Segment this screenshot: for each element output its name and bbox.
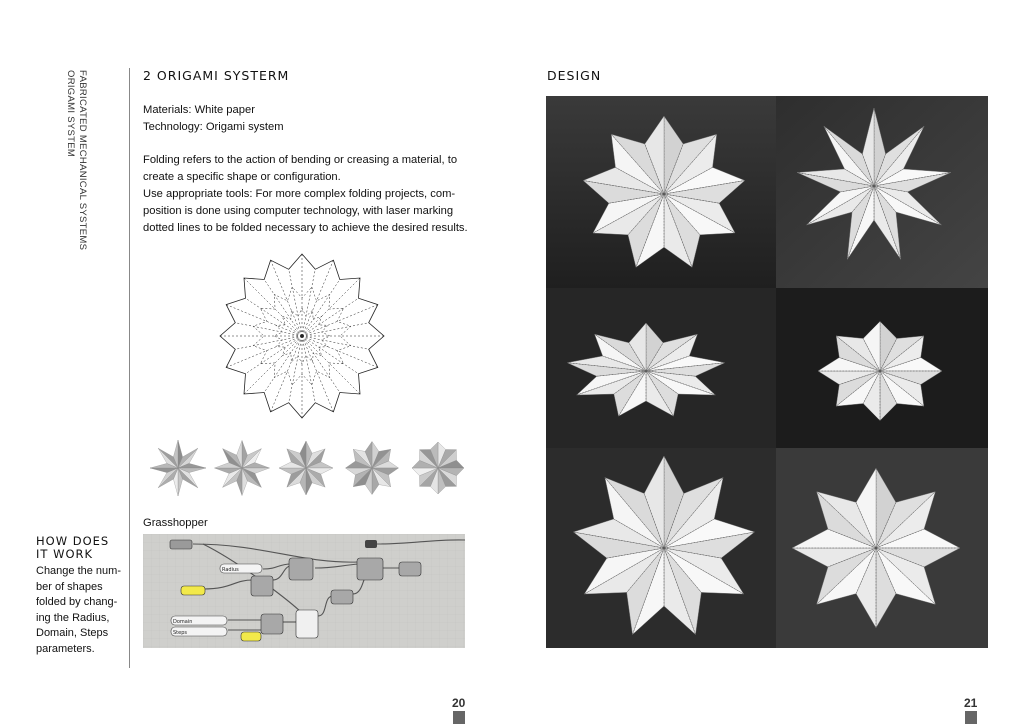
- design-title: DESIGN: [547, 68, 602, 83]
- how-it-works-text: [36, 564, 128, 658]
- how-title-line: HOW DOES: [36, 534, 110, 548]
- folded-forms-row: [150, 437, 470, 499]
- how-text-line: Change the num-: [36, 565, 121, 577]
- domain-slider-label: Domain: [173, 619, 193, 625]
- materials-line: Materials: White paper: [143, 104, 255, 116]
- how-it-works-title: [36, 535, 109, 561]
- how-text-line: Domain, Steps: [36, 627, 109, 640]
- how-text-line: folded by chang-: [36, 596, 118, 609]
- sidebar-vertical-title: [58, 70, 88, 251]
- how-title-line: IT WORK: [36, 547, 94, 561]
- sidebar-line-2: ORIGAMI SYSTEM: [65, 70, 76, 158]
- paragraph-line: position is done using computer technology, with laser marking: [143, 205, 454, 217]
- paragraph-line: Folding refers to the action of bending or creasing a material, to: [143, 154, 458, 166]
- how-text-line: ing the Radius,: [36, 611, 110, 624]
- page-number-left: 20: [452, 696, 466, 710]
- how-text-line: ber of shapes: [36, 580, 103, 593]
- grasshopper-definition-image: [143, 534, 465, 648]
- page-marker-left: [453, 711, 465, 724]
- paragraph-line: Use appropriate tools: For more complex folding projects, com-: [143, 188, 456, 200]
- page-number-right: 21: [964, 696, 978, 710]
- divider-line: [129, 68, 130, 668]
- steps-slider-label: Steps: [173, 630, 187, 636]
- description-paragraph: [143, 152, 473, 237]
- origami-photo-grid: [546, 96, 988, 648]
- how-text-line: parameters.: [36, 642, 95, 655]
- paragraph-line: dotted lines to be folded necessary to achieve the desired results.: [143, 222, 468, 234]
- technology-line: Technology: Origami system: [143, 121, 284, 133]
- page-title: 2 ORIGAMI SYSTERM: [143, 68, 290, 83]
- grasshopper-label: Grasshopper: [143, 517, 208, 529]
- paragraph-line: create a specific shape or configuration.: [143, 171, 341, 183]
- materials-text: [143, 102, 284, 136]
- page-marker-right: [965, 711, 977, 724]
- crease-pattern-diagram: [218, 252, 386, 420]
- radius-slider-label: Radius: [222, 567, 239, 573]
- sidebar-line-1: FABRICATED MECHANICAL SYSTEMS: [77, 70, 88, 251]
